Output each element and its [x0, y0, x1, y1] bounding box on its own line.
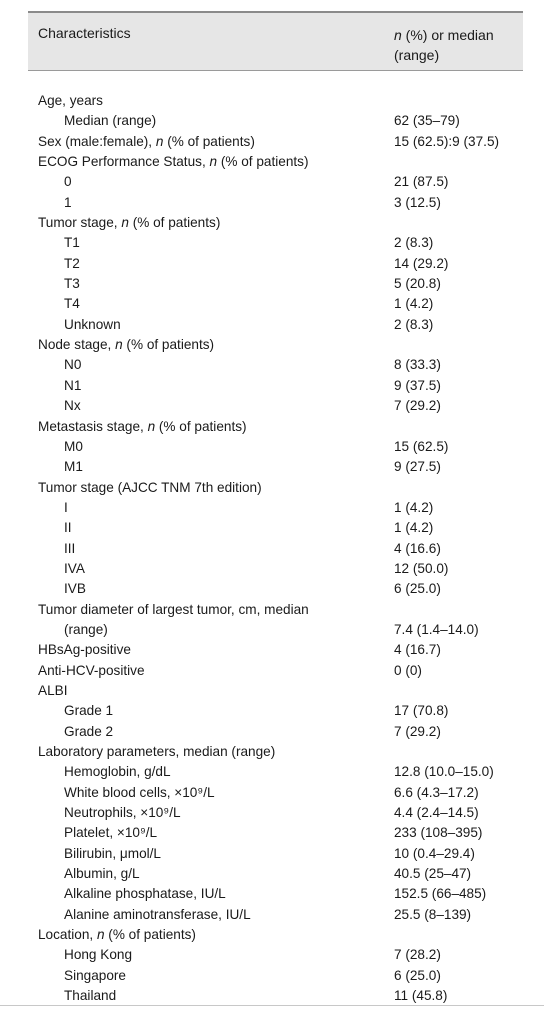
row-label: Median (range) [64, 113, 157, 129]
table-row [28, 986, 523, 1006]
row-value: 152.5 (66–485) [394, 886, 487, 902]
row-value: 21 (87.5) [394, 174, 449, 190]
table-row [28, 762, 523, 782]
row-value: 233 (108–395) [394, 825, 483, 841]
row-label-pre: Sex (male:female), [38, 133, 156, 149]
row-value [384, 91, 523, 111]
row-value [384, 600, 523, 620]
row-label: 1 [64, 194, 72, 210]
page-bottom-rule [0, 1005, 544, 1006]
table-row [28, 457, 523, 477]
row-value: 7 (29.2) [394, 398, 441, 414]
row-label: T2 [64, 255, 80, 271]
table-row [28, 274, 523, 294]
row-label: Albumin, g/L [64, 866, 140, 882]
table-row [28, 518, 523, 538]
table-row [28, 600, 523, 620]
table-row [28, 945, 523, 965]
row-label: (range) [64, 621, 108, 637]
row-value: 25.5 (8–139) [394, 906, 472, 922]
row-label: Nx [64, 398, 81, 414]
table-row [28, 783, 523, 803]
row-label: Age, years [38, 93, 103, 108]
row-label [28, 152, 384, 172]
row-label-post: (% of patients) [155, 418, 247, 434]
row-value: 7 (28.2) [394, 947, 441, 963]
row-label-italic: n [147, 418, 156, 434]
table-row [28, 417, 523, 437]
row-value: 2 (8.3) [394, 235, 434, 251]
row-label: Grade 2 [64, 723, 114, 739]
table-row [28, 661, 523, 681]
table-row [28, 396, 523, 416]
table-row [28, 966, 523, 986]
row-label: ALBI [38, 682, 68, 698]
row-label: Neutrophils, ×10⁹/L [64, 805, 181, 821]
row-label: Tumor diameter of largest tumor, cm, median [38, 601, 309, 617]
row-value [384, 478, 523, 498]
row-label: T3 [64, 276, 80, 292]
row-label: IVA [64, 560, 85, 576]
row-value: 8 (33.3) [394, 357, 441, 373]
row-value [384, 742, 523, 762]
table-row [28, 91, 523, 111]
row-label [28, 335, 384, 355]
row-value: 40.5 (25–47) [394, 866, 472, 882]
row-label-pre: Node stage, [38, 337, 116, 353]
header-value-column [394, 25, 522, 65]
row-label: 0 [64, 174, 72, 190]
row-label: Alanine aminotransferase, IU/L [64, 906, 251, 922]
row-label: HBsAg-positive [38, 642, 131, 658]
row-label: M1 [64, 459, 83, 475]
table-row [28, 823, 523, 843]
row-label: Singapore [64, 967, 126, 983]
table-row [28, 335, 523, 355]
row-label-post: (% of patients) [122, 337, 215, 353]
row-value: 11 (45.8) [394, 988, 448, 1004]
row-value: 17 (70.8) [394, 703, 449, 719]
row-value: 1 (4.2) [394, 520, 434, 536]
table-row [28, 905, 523, 925]
row-value: 6 (25.0) [394, 967, 441, 983]
row-value [384, 213, 523, 233]
row-label-italic: n [115, 337, 123, 353]
row-label [28, 132, 384, 152]
row-value: 1 (4.2) [394, 499, 434, 515]
table-row [28, 884, 523, 904]
row-label-post: (% of patients) [128, 215, 221, 231]
row-value: 15 (62.5):9 (37.5) [394, 133, 500, 149]
row-label: II [64, 520, 72, 536]
table-row [28, 864, 523, 884]
table-row [28, 315, 523, 335]
row-value: 1 (4.2) [394, 296, 434, 312]
row-label: Laboratory parameters, median (range) [38, 744, 276, 759]
table-row [28, 498, 523, 518]
table-row [28, 376, 523, 396]
table-row [28, 172, 523, 192]
table-row [28, 539, 523, 559]
row-value: 0 (0) [394, 662, 422, 678]
row-label: M0 [64, 438, 83, 454]
header-col2-line2: (range) [394, 47, 440, 63]
table-row [28, 437, 523, 457]
table-row [28, 355, 523, 375]
header-characteristics: Characteristics [38, 25, 131, 41]
table-row [28, 233, 523, 253]
table-row [28, 213, 523, 233]
row-value [384, 152, 523, 172]
characteristics-table [28, 11, 523, 1006]
table-row [28, 478, 523, 498]
row-value: 12.8 (10.0–15.0) [394, 764, 494, 780]
row-label: Platelet, ×10⁹/L [64, 825, 158, 841]
row-value: 4 (16.7) [394, 642, 441, 658]
table-row [28, 193, 523, 213]
row-label-pre: Metastasis stage, [38, 418, 148, 434]
table-row [28, 111, 523, 131]
table-row [28, 701, 523, 721]
row-value: 7.4 (1.4–14.0) [394, 621, 479, 637]
table-body [28, 71, 523, 1006]
row-label: Unknown [64, 316, 121, 332]
row-value [384, 681, 523, 701]
row-value: 5 (20.8) [394, 276, 441, 292]
table-row [28, 681, 523, 701]
row-value: 62 (35–79) [394, 113, 460, 129]
table-row [28, 803, 523, 823]
table-row [28, 844, 523, 864]
table-header [28, 11, 523, 71]
row-label: Hemoglobin, g/dL [64, 764, 171, 780]
table-row [28, 559, 523, 579]
table-row [28, 132, 523, 152]
table-row [28, 925, 523, 945]
row-label: III [64, 540, 76, 556]
row-label-italic: n [121, 215, 129, 231]
row-value: 6.6 (4.3–17.2) [394, 784, 479, 800]
row-label: Thailand [64, 988, 117, 1004]
table-row [28, 579, 523, 599]
row-label: IVB [64, 581, 86, 597]
row-value: 3 (12.5) [394, 194, 441, 210]
table-row [28, 620, 523, 640]
row-label: N1 [64, 377, 82, 393]
row-value: 2 (8.3) [394, 316, 434, 332]
table-row [28, 152, 523, 172]
row-label: Alkaline phosphatase, IU/L [64, 886, 226, 902]
row-value [384, 335, 523, 355]
row-label-post: (% of patients) [163, 133, 255, 149]
row-label: Tumor stage (AJCC TNM 7th edition) [38, 479, 262, 495]
row-label-italic: n [96, 927, 105, 943]
table-row [28, 254, 523, 274]
row-label: I [64, 499, 68, 515]
table-row [28, 722, 523, 742]
row-value: 6 (25.0) [394, 581, 441, 597]
table-row [28, 294, 523, 314]
table-row [28, 640, 523, 660]
row-value: 10 (0.4–29.4) [394, 845, 475, 861]
row-value: 4 (16.6) [394, 540, 441, 556]
row-label-italic: n [155, 133, 164, 149]
row-label: White blood cells, ×10⁹/L [64, 784, 215, 800]
header-col2-rest: (%) or median [401, 27, 494, 43]
row-label [28, 925, 384, 945]
row-label-post: (% of patients) [217, 154, 309, 170]
row-value: 9 (37.5) [394, 377, 441, 393]
row-label: Hong Kong [64, 947, 133, 963]
header-n-italic: n [394, 27, 402, 43]
row-label: Bilirubin, μmol/L [64, 845, 161, 861]
row-label [28, 417, 384, 437]
row-label: T1 [64, 235, 80, 251]
row-value [384, 925, 523, 945]
row-label [28, 213, 384, 233]
row-value: 7 (29.2) [394, 723, 441, 739]
row-value: 14 (29.2) [394, 255, 449, 271]
row-value: 12 (50.0) [394, 560, 449, 576]
row-label-italic: n [209, 154, 218, 170]
row-label-pre: ECOG Performance Status, [38, 154, 210, 170]
row-label-pre: Tumor stage, [38, 215, 122, 231]
row-value [384, 417, 523, 437]
row-label: N0 [64, 357, 82, 373]
row-label-pre: Location, [38, 927, 97, 943]
row-label: Grade 1 [64, 703, 114, 719]
row-label: Anti-HCV-positive [38, 662, 145, 678]
row-value: 9 (27.5) [394, 459, 441, 475]
row-value: 15 (62.5) [394, 438, 449, 454]
row-value: 4.4 (2.4–14.5) [394, 805, 479, 821]
table-row [28, 742, 523, 762]
row-label: T4 [64, 296, 80, 312]
row-label-post: (% of patients) [104, 927, 196, 943]
